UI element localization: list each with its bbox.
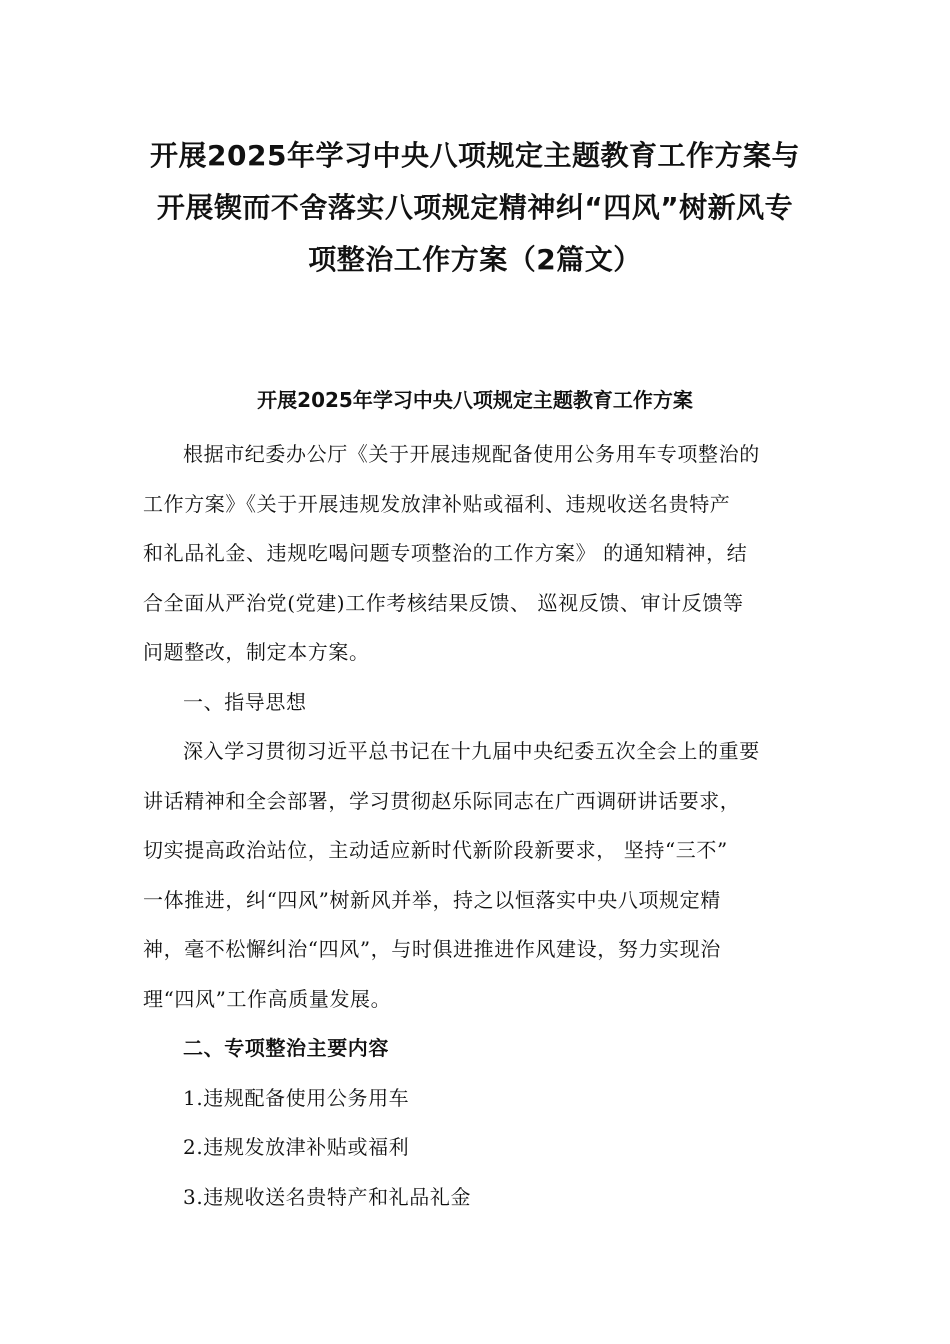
paragraph-line: 理“四风”工作高质量发展。	[143, 986, 392, 1011]
main-title-line: 开展锲而不舍落实八项规定精神纠“四风”树新风专	[156, 191, 794, 224]
paragraph-line: 问题整改，制定本方案。	[143, 640, 370, 664]
paragraph-line: 神，毫不松懈纠治“四风”，与时俱进推进作风建设，努力实现治	[143, 937, 721, 961]
intro-paragraph	[143, 430, 807, 678]
main-title	[130, 130, 820, 286]
main-title-line: 项整治工作方案（2篇文）	[308, 243, 642, 276]
paragraph-line: 深入学习贯彻习近平总书记在十九届中央纪委五次全会上的重要	[183, 739, 760, 763]
paragraph-line: 一体推进，纠“四风”树新风并举，持之以恒落实中央八项规定精	[143, 887, 721, 912]
list-item: 3.违规收送名贵特产和礼品礼金	[183, 1184, 472, 1209]
list-item: 2.违规发放津补贴或福利	[183, 1135, 410, 1159]
heading-main-content: 二、专项整治主要内容	[183, 1036, 389, 1060]
paragraph-line: 工作方案》《关于开展违规发放津补贴或福利、违规收送名贵特产	[143, 491, 731, 516]
main-title-line: 开展2025年学习中央八项规定主题教育工作方案与	[150, 139, 800, 172]
document-body	[143, 430, 807, 1222]
guiding-paragraph	[143, 727, 807, 1024]
section-title: 开展2025年学习中央八项规定主题教育工作方案	[257, 388, 693, 412]
paragraph-line: 和礼品礼金、违规吃喝问题专项整治的工作方案》 的通知精神，结	[143, 541, 748, 565]
list-item: 1.违规配备使用公务用车	[183, 1085, 410, 1110]
paragraph-line: 讲话精神和全会部署，学习贯彻赵乐际同志在广西调研讲话要求，	[143, 788, 741, 813]
heading-guiding-thought: 一、指导思想	[183, 689, 307, 714]
paragraph-line: 切实提高政治站位，主动适应新时代新阶段新要求， 坚持“三不”	[143, 838, 728, 862]
paragraph-line: 根据市纪委办公厅《关于开展违规配备使用公务用车专项整治的	[183, 442, 760, 466]
paragraph-line: 合全面从严治党(党建)工作考核结果反馈、 巡视反馈、审计反馈等	[143, 590, 744, 615]
